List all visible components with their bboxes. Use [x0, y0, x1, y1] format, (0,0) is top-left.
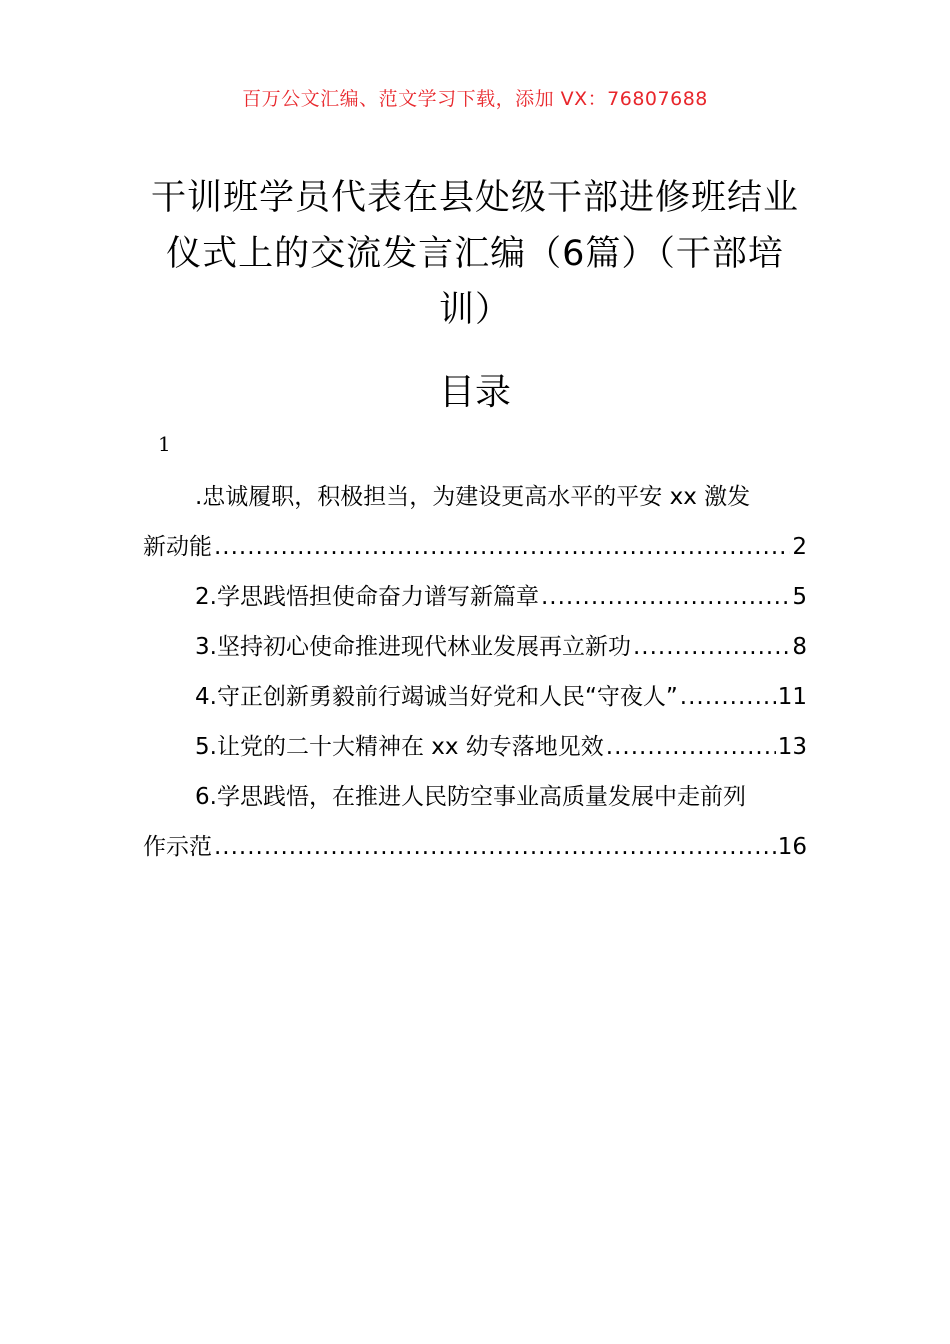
toc-entry-3[interactable] — [143, 622, 807, 672]
header-watermark-note: 百万公文汇编、范文学习下载，添加 VX：76807688 — [242, 88, 708, 110]
dot-leader — [214, 822, 776, 872]
dot-leader — [606, 722, 776, 772]
dot-leader — [633, 622, 790, 672]
toc-entry-2[interactable] — [143, 572, 807, 622]
toc-page-number: 11 — [777, 684, 807, 710]
title-line: 仪式上的交流发言汇编（6篇）（干部培 — [166, 234, 784, 274]
toc-page-number: 13 — [777, 734, 807, 760]
toc-page-number: 2 — [792, 534, 807, 560]
toc-entry-5[interactable] — [143, 722, 807, 772]
title-line: 训） — [438, 290, 511, 330]
toc-entry-text: 新动能 — [143, 534, 212, 560]
toc-page-number: 5 — [792, 584, 807, 610]
table-of-contents — [143, 472, 807, 872]
title-line: 干训班学员代表在县处级干部进修班结业 — [150, 178, 799, 218]
dot-leader — [214, 522, 790, 572]
toc-entry-6-line-2[interactable] — [143, 822, 807, 872]
toc-entry-6-line-1[interactable] — [143, 772, 807, 822]
toc-page-number: 16 — [777, 834, 807, 860]
document-title — [140, 170, 810, 338]
toc-page-number: 8 — [792, 634, 807, 660]
toc-entry-text: 3.坚持初心使命推进现代林业发展再立新功 — [195, 634, 631, 660]
toc-entry-text: 2.学思践悟担使命奋力谱写新篇章 — [195, 584, 539, 610]
toc-entry-text: .忠诚履职，积极担当，为建设更高水平的平安 xx 激发 — [195, 484, 751, 510]
toc-entry-text: 4.守正创新勇毅前行竭诚当好党和人民“守夜人” — [195, 684, 678, 710]
toc-entry-text: 作示范 — [143, 834, 212, 860]
dot-leader — [541, 572, 790, 622]
toc-entry-4[interactable] — [143, 672, 807, 722]
toc-entry-1-line-2[interactable] — [143, 522, 807, 572]
stray-number: 1 — [158, 432, 171, 456]
toc-heading: 目录 — [438, 372, 511, 413]
toc-entry-1-line-1[interactable] — [143, 472, 807, 522]
dot-leader — [680, 672, 776, 722]
toc-entry-text: 5.让党的二十大精神在 xx 幼专落地见效 — [195, 734, 604, 760]
toc-entry-text: 6.学思践悟，在推进人民防空事业高质量发展中走前列 — [195, 784, 746, 810]
